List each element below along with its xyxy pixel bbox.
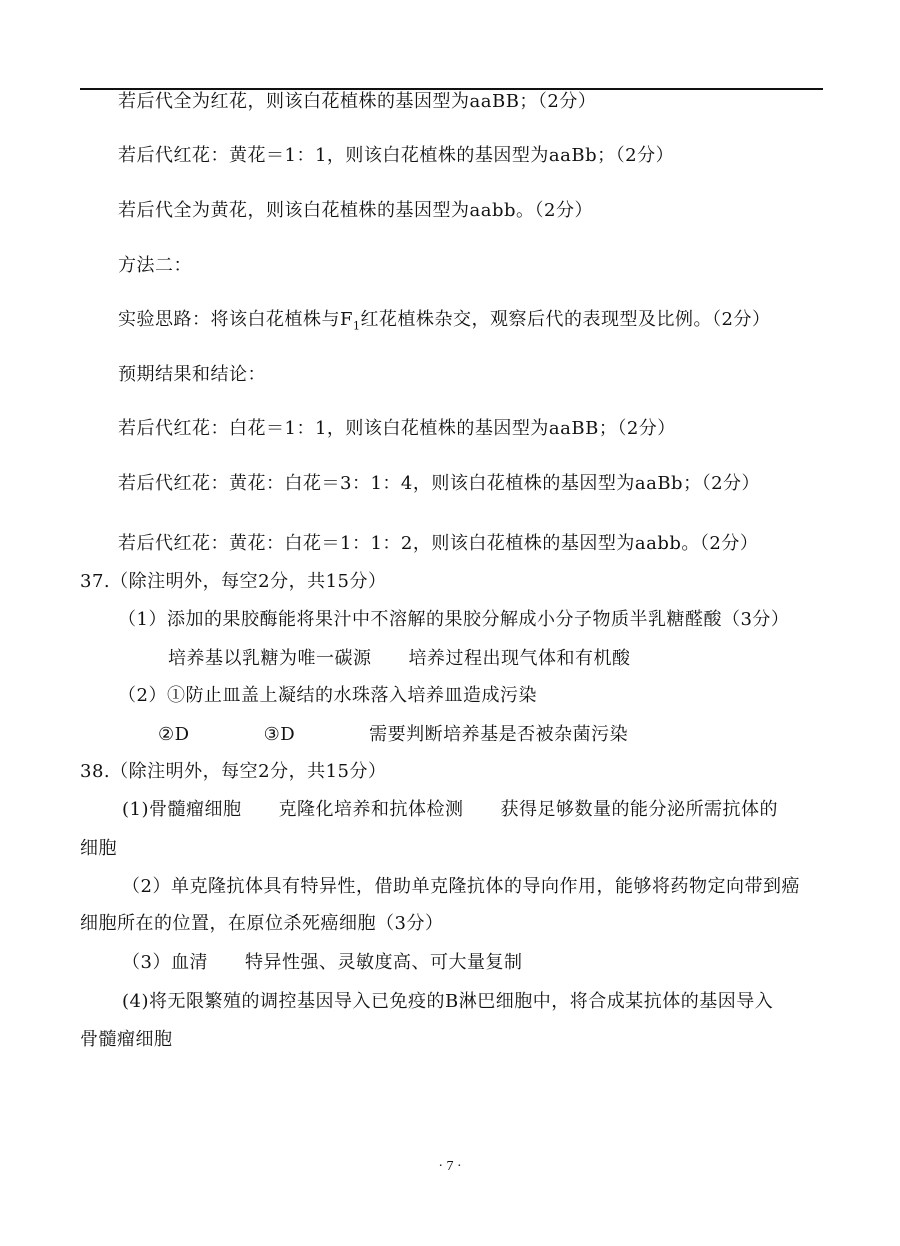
result-line: 若后代红花：黄花：白花＝1：1：2，则该白花植株的基因型为aabb。（2分） xyxy=(118,533,759,554)
q37-part1-cont: 培养基以乳糖为唯一碳源 培养过程出现气体和有机酸 xyxy=(168,648,631,669)
experiment-idea-text: 红花植株杂交，观察后代的表现型及比例。（2分） xyxy=(360,309,771,330)
result-line: 若后代红花：白花＝1：1，则该白花植株的基因型为aaBB；（2分） xyxy=(118,418,676,439)
method-heading: 方法二： xyxy=(118,255,192,276)
answer-line: 若后代红花：黄花＝1：1，则该白花植株的基因型为aaBb；（2分） xyxy=(118,145,675,166)
q38-part1-cont: 细胞 xyxy=(80,838,117,859)
question-37-header: 37.（除注明外，每空2分，共15分） xyxy=(80,571,387,592)
f1-subscript: 1 xyxy=(353,319,361,333)
q37-part2: （2）①防止皿盖上凝结的水珠落入培养皿造成污染 xyxy=(118,685,537,706)
q37-part1: （1）添加的果胶酶能将果汁中不溶解的果胶分解成小分子物质半乳糖醛酸（3分） xyxy=(118,609,790,630)
q38-part4: (4)将无限繁殖的调控基因导入已免疫的B淋巴细胞中，将合成某抗体的基因导入 xyxy=(122,991,774,1012)
page-number: · 7 · xyxy=(438,1159,462,1174)
result-line: 若后代红花：黄花：白花＝3：1：4，则该白花植株的基因型为aaBb；（2分） xyxy=(118,473,761,494)
q38-part1: (1)骨髓瘤细胞 克隆化培养和抗体检测 获得足够数量的能分泌所需抗体的 xyxy=(122,799,778,820)
q38-part2-cont: 细胞所在的位置，在原位杀死癌细胞（3分） xyxy=(80,913,444,934)
experiment-idea-text: 实验思路：将该白花植株与F xyxy=(118,309,353,330)
q38-part4-cont: 骨髓瘤细胞 xyxy=(80,1029,173,1050)
header-rule xyxy=(80,88,823,90)
experiment-idea xyxy=(118,309,770,338)
question-38-header: 38.（除注明外，每空2分，共15分） xyxy=(80,761,387,782)
expected-heading: 预期结果和结论： xyxy=(118,364,266,385)
q38-part2: （2）单克隆抗体具有特异性，借助单克隆抗体的导向作用，能够将药物定向带到癌 xyxy=(122,876,800,897)
q38-part3: （3）血清 特异性强、灵敏度高、可大量复制 xyxy=(122,952,523,973)
answer-line: 若后代全为黄花，则该白花植株的基因型为aabb。（2分） xyxy=(118,200,593,221)
answer-line: 若后代全为红花，则该白花植株的基因型为aaBB；（2分） xyxy=(118,91,597,112)
q37-part2-cont: ②D ③D 需要判断培养基是否被杂菌污染 xyxy=(158,724,629,745)
